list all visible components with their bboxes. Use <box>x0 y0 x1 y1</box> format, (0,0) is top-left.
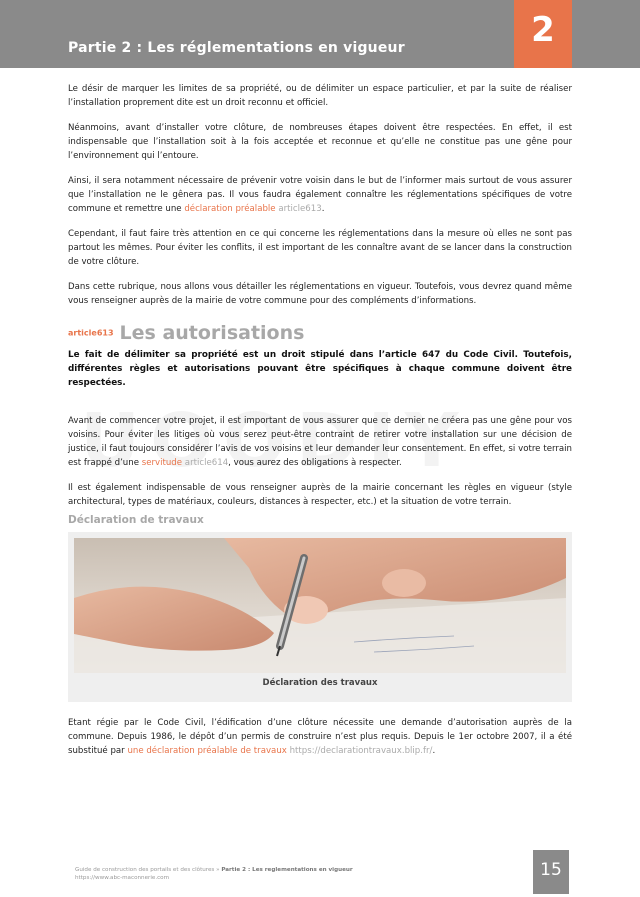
footnote-ref: article613 <box>278 204 322 214</box>
subsection-paragraph <box>68 716 572 758</box>
section-p1-text: Avant de commencer votre projet, il est important de vous assurer que ce dernier ne créera pas une gêne pour vos voisins. Pour éviter les litiges où vous serez peut-être contraint de retirer votre installation sur une décision de justice, il faut toujours considérer l’avis de vos voisins et leur demander leur consentement. En effet, si votre terrain est frappé d’une <box>68 416 572 468</box>
declaration-prealable-link[interactable]: déclaration préalable <box>184 204 276 214</box>
servitude-link[interactable]: servitude <box>141 458 183 468</box>
intro-p3-text: Ainsi, il sera notamment nécessaire de prévenir votre voisin dans le but de l’informer mais surtout de vous assurer que l’installation ne le gênera pas. Il vous faudra également connaître les réglementations spécifiques de votre commune et remettre une <box>68 176 572 214</box>
intro-paragraph-1: Le désir de marquer les limites de sa propriété, ou de délimiter un espace particulier, et par la suite de réaliser l’installation proprement dite est un droit reconnu et officiel. <box>68 84 572 108</box>
intro-paragraph-4: Cependant, il faut faire très attention en ce qui concerne les réglementations dans la mesure où elles ne sont pas partout les mêmes. Pour éviter les conflits, il est important de les connaître avant de se lancer dans la construction de votre clôture. <box>68 229 572 267</box>
subsection-text: Etant régie par le Code Civil, l’édification d’une clôture nécessite une demande d’autorisation auprès de la commune. Depuis 1986, le dépôt d’un permis de construire n’est plus requis. Depuis le 1er octobre 2007, il a été substitué par <box>68 718 572 756</box>
section-lead: Le fait de délimiter sa propriété est un droit stipulé dans l’article 647 du Code Civil. Toutefois, différentes règles et autorisations pouvant être spécifiques à chaque commune doivent être respectées. <box>68 350 572 388</box>
figure-caption: Déclaration des travaux <box>262 678 378 688</box>
intro-paragraph-3 <box>68 174 572 216</box>
hand-writing-illustration <box>74 538 566 673</box>
figure <box>68 532 572 702</box>
intro-p3-end: . <box>321 204 325 214</box>
page-number: 15 <box>533 850 569 894</box>
footer-section: Partie 2 : Les reglementations en vigueur <box>221 867 353 873</box>
declaration-url: https://declarationtravaux.blip.fr/ <box>289 746 433 756</box>
section-p1-end: , vous aurez des obligations à respecter. <box>228 458 402 468</box>
page-title: Partie 2 : Les réglementations en vigueur <box>68 40 405 56</box>
section-paragraph-1 <box>68 414 572 470</box>
footnote-ref: article614 <box>184 458 229 468</box>
page-footer <box>75 866 353 882</box>
footer-guide: Guide de construction des portails et des clôtures » <box>75 867 220 873</box>
intro-section <box>68 82 572 319</box>
section-anchor-tag: article613 <box>68 328 114 338</box>
photo-hand-signing <box>74 538 566 673</box>
section-title: Les autorisations <box>119 322 305 344</box>
declaration-travaux-link[interactable]: une déclaration préalable de travaux <box>127 746 287 756</box>
intro-paragraph-5: Dans cette rubrique, nous allons vous détailler les réglementations en vigueur. Toutefois, vous devrez quand même vous renseigner auprès de la mairie de votre commune pour des compléments d’informations. <box>68 282 572 306</box>
chapter-number-badge: 2 <box>514 0 572 68</box>
subsection-title: Déclaration de travaux <box>68 514 204 526</box>
footer-url: https://www.abc-maconnerie.com <box>75 875 170 881</box>
section-body <box>68 414 572 520</box>
intro-paragraph-2: Néanmoins, avant d’installer votre clôture, de nombreuses étapes doivent être respectées. En effet, il est indispensable que l’installation soit à la fois acceptée et reconnue et qu’elle ne constitue pas une gêne pour l’environnement qui l’entoure. <box>68 123 572 161</box>
section-heading <box>68 322 304 344</box>
subsection-end: . <box>432 746 436 756</box>
section-paragraph-2: Il est également indispensable de vous renseigner auprès de la mairie concernant les règles en vigueur (style architectural, types de matériaux, couleurs, distances à respecter, etc.) et la situation de votre terrain. <box>68 483 572 507</box>
